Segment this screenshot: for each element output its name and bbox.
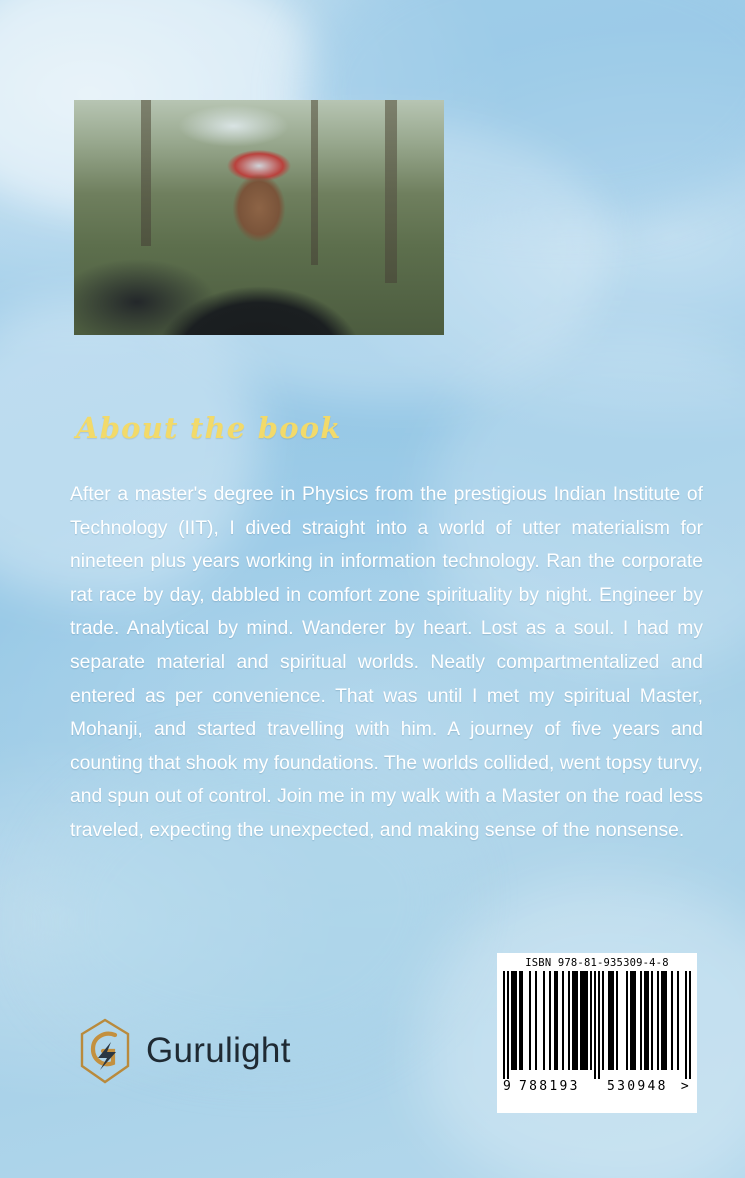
photo-frame xyxy=(74,100,444,335)
photo-tree xyxy=(385,100,397,283)
author-photo xyxy=(74,100,444,335)
photo-tree xyxy=(311,100,318,265)
barcode-bars xyxy=(503,971,691,1079)
barcode-digits-right: 530948 xyxy=(607,1079,668,1094)
photo-sky xyxy=(178,105,289,147)
about-the-book-heading: About the book xyxy=(76,411,342,445)
barcode-digit-end: > xyxy=(680,1079,691,1094)
photo-image xyxy=(74,100,444,335)
barcode xyxy=(497,953,697,1113)
barcode-digit-leading: 9 xyxy=(503,1079,514,1094)
about-the-book-text: After a master's degree in Physics from the prestigious Indian Institute of Technology (IIT), I dived straight into a world of utter materialism for nineteen plus years working in information technology. Ran the corporate rat race by day, dabbled in comfort zone spirituality by night. Engineer by trade. Analytical by mind. Wanderer by heart. Lost as a soul. I had my separate material and spiritual worlds. Neatly compartmentalized and entered as per convenience. That was until I met my spiritual Master, Mohanji, and started travelling with him. A journey of five years and counting that shook my foundations. The worlds collided, went topsy turvy, and spun out of control. Join me in my walk with a Master on the road less traveled, expecting the unexpected, and making sense of the nonsense. xyxy=(70,484,703,841)
barcode-digits-left: 788193 xyxy=(519,1079,580,1094)
isbn-label: ISBN 978-81-935309-4-8 xyxy=(525,957,669,969)
barcode-digits xyxy=(503,1079,691,1095)
photo-tree xyxy=(141,100,151,246)
publisher-name: Gurulight xyxy=(146,1031,291,1070)
gurulight-g-icon xyxy=(78,1018,132,1084)
publisher-logo xyxy=(78,1018,291,1084)
